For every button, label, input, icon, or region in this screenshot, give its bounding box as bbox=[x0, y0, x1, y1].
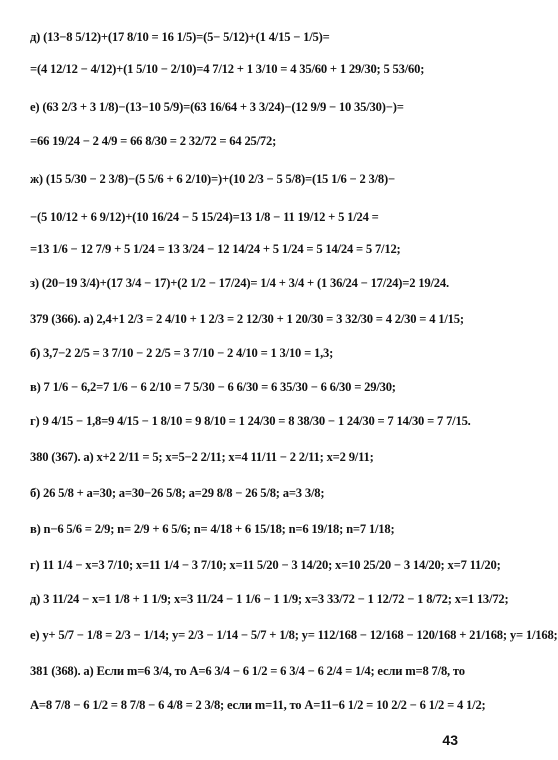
line-d: д) (13−8 5/12)+(17 8/10 = 16 1/5)=(5− 5/12)+(1 4/15 − 1/5)= bbox=[30, 30, 330, 44]
line-381a-cont: A=8 7/8 − 6 1/2 = 8 7/8 − 6 4/8 = 2 3/8; если m=11, то A=11−6 1/2 = 10 2/2 − 6 1/2 = 4 1/2; bbox=[30, 698, 486, 712]
page-number: 43 bbox=[442, 732, 458, 748]
line-d-cont: =(4 12/12 − 4/12)+(1 5/10 − 2/10)=4 7/12 + 1 3/10 = 4 35/60 + 1 29/30; 5 53/60; bbox=[30, 62, 425, 76]
line-381a: 381 (368). а) Если m=6 3/4, то A=6 3/4 − 6 1/2 = 6 3/4 − 6 2/4 = 1/4; если m=8 7/8, то bbox=[30, 664, 465, 678]
line-zh: ж) (15 5/30 − 2 3/8)−(5 5/6 + 6 2/10)=)+(10 2/3 − 5 5/8)=(15 1/6 − 2 3/8)− bbox=[30, 172, 395, 186]
line-379g: г) 9 4/15 − 1,8=9 4/15 − 1 8/10 = 9 8/10 = 1 24/30 = 8 38/30 − 1 24/30 = 7 14/30 = 7 7/15. bbox=[30, 414, 471, 428]
line-380b: б) 26 5/8 + a=30; a=30−26 5/8; a=29 8/8 − 26 5/8; a=3 3/8; bbox=[30, 486, 325, 500]
line-380a: 380 (367). а) x+2 2/11 = 5; x=5−2 2/11; x=4 11/11 − 2 2/11; x=2 9/11; bbox=[30, 450, 374, 464]
line-e-cont: =66 19/24 − 2 4/9 = 66 8/30 = 2 32/72 = 64 25/72; bbox=[30, 134, 277, 148]
line-379a: 379 (366). а) 2,4+1 2/3 = 2 4/10 + 1 2/3 = 2 12/30 + 1 20/30 = 3 32/30 = 4 2/30 = 4 1/15; bbox=[30, 312, 464, 326]
line-380e: е) y+ 5/7 − 1/8 = 2/3 − 1/14; y= 2/3 − 1/14 − 5/7 + 1/8; y= 112/168 − 12/168 − 120/168 + 21/168; y= 1/168; bbox=[30, 628, 558, 642]
line-379b: б) 3,7−2 2/5 = 3 7/10 − 2 2/5 = 3 7/10 − 2 4/10 = 1 3/10 = 1,3; bbox=[30, 346, 334, 360]
line-380d: д) 3 11/24 − x=1 1/8 + 1 1/9; x=3 11/24 − 1 1/6 − 1 1/9; x=3 33/72 − 1 12/72 − 1 8/72; x=1 13/72; bbox=[30, 592, 509, 606]
line-zh-cont1: −(5 10/12 + 6 9/12)+(10 16/24 − 5 15/24)=13 1/8 − 11 19/12 + 5 1/24 = bbox=[30, 210, 379, 224]
line-z: з) (20−19 3/4)+(17 3/4 − 17)+(2 1/2 − 17/24)= 1/4 + 3/4 + (1 36/24 − 17/24)=2 19/24. bbox=[30, 276, 449, 290]
line-380v: в) n−6 5/6 = 2/9; n= 2/9 + 6 5/6; n= 4/18 + 6 15/18; n=6 19/18; n=7 1/18; bbox=[30, 522, 395, 536]
line-380g: г) 11 1/4 − x=3 7/10; x=11 1/4 − 3 7/10; x=11 5/20 − 3 14/20; x=10 25/20 − 3 14/20; x=7 11/20; bbox=[30, 558, 501, 572]
line-379v: в) 7 1/6 − 6,2=7 1/6 − 6 2/10 = 7 5/30 − 6 6/30 = 6 35/30 − 6 6/30 = 29/30; bbox=[30, 380, 396, 394]
line-zh-cont2: =13 1/6 − 12 7/9 + 5 1/24 = 13 3/24 − 12 14/24 + 5 1/24 = 5 14/24 = 5 7/12; bbox=[30, 242, 401, 256]
line-e: е) (63 2/3 + 3 1/8)−(13−10 5/9)=(63 16/64 + 3 3/24)−(12 9/9 − 10 35/30)−)= bbox=[30, 100, 404, 114]
